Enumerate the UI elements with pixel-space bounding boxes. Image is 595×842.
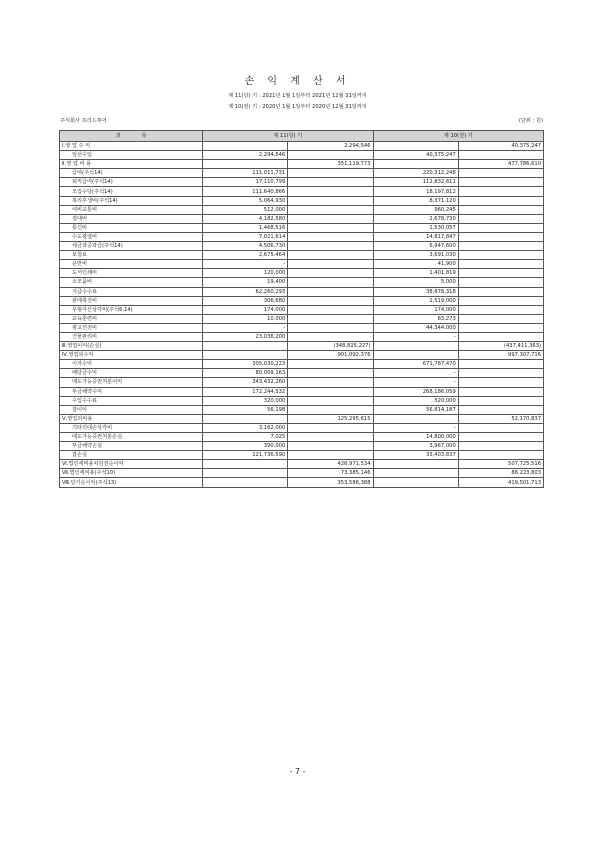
- prior-total-amount: [458, 278, 543, 287]
- account-name: 수입수수료: [60, 396, 203, 405]
- prior-total-amount: 40,375,247: [458, 142, 543, 151]
- current-total-amount: [288, 451, 373, 460]
- prior-total-amount: 52,170,837: [458, 414, 543, 423]
- table-row: [60, 242, 544, 251]
- prior-total-amount: [458, 287, 543, 296]
- prior-period-header: 제 10(전) 기: [373, 131, 544, 142]
- current-total-amount: [288, 232, 373, 241]
- table-row: [60, 478, 544, 487]
- prior-total-amount: [458, 232, 543, 241]
- prior-total-amount: [458, 214, 543, 223]
- current-detail-amount: 19,400: [203, 278, 288, 287]
- prior-total-amount: [458, 251, 543, 260]
- current-detail-amount: 4,506,730: [203, 242, 288, 251]
- current-total-amount: 125,295,615: [288, 414, 373, 423]
- account-name: 지급수수료: [60, 287, 203, 296]
- prior-total-amount: [458, 242, 543, 251]
- account-name: 여비교통비: [60, 205, 203, 214]
- current-detail-amount: -: [203, 260, 288, 269]
- account-name: 무형자산상각비(주석6,14): [60, 305, 203, 314]
- current-detail-amount: 23,036,200: [203, 332, 288, 341]
- table-row: [60, 178, 544, 187]
- table-row: [60, 332, 544, 341]
- current-detail-amount: 4,182,580: [203, 214, 288, 223]
- current-detail-amount: 56,198: [203, 405, 288, 414]
- account-name: Ⅰ.영 업 수 익: [60, 142, 203, 151]
- prior-total-amount: [458, 451, 543, 460]
- prior-detail-amount: 2,678,730: [373, 214, 458, 223]
- prior-detail-amount: 112,832,611: [373, 178, 458, 187]
- prior-detail-amount: 41,900: [373, 260, 458, 269]
- current-detail-amount: [203, 414, 288, 423]
- current-detail-amount: 111,011,731: [203, 169, 288, 178]
- current-total-amount: [288, 405, 373, 414]
- prior-total-amount: [458, 269, 543, 278]
- prior-detail-amount: -: [373, 332, 458, 341]
- current-detail-amount: 62,260,293: [203, 287, 288, 296]
- prior-total-amount: [458, 223, 543, 232]
- prior-detail-amount: [373, 142, 458, 151]
- current-total-amount: 901,092,376: [288, 351, 373, 360]
- prior-detail-amount: [373, 351, 458, 360]
- prior-total-amount: [458, 260, 543, 269]
- current-total-amount: [288, 296, 373, 305]
- income-statement-table: [59, 130, 544, 488]
- current-total-amount: [288, 169, 373, 178]
- current-detail-amount: 172,244,532: [203, 387, 288, 396]
- account-name: 급여(주석14): [60, 169, 203, 178]
- table-row: [60, 314, 544, 323]
- prior-total-amount: [458, 323, 543, 332]
- prior-total-amount: 88,223,803: [458, 469, 543, 478]
- prior-total-amount: 477,786,610: [458, 160, 543, 169]
- prior-total-amount: [458, 332, 543, 341]
- table-row: [60, 433, 544, 442]
- current-detail-amount: 3,162,000: [203, 423, 288, 432]
- table-row: [60, 187, 544, 196]
- prior-detail-amount: -: [373, 369, 458, 378]
- current-detail-amount: 17,110,799: [203, 178, 288, 187]
- current-detail-amount: 7,021,614: [203, 232, 288, 241]
- current-total-amount: [288, 423, 373, 432]
- prior-total-amount: [458, 205, 543, 214]
- current-total-amount: [288, 242, 373, 251]
- prior-detail-amount: [373, 342, 458, 351]
- account-name: 잡이익: [60, 405, 203, 414]
- account-name: Ⅵ.법인세비용차감전순이익: [60, 460, 203, 469]
- table-row: [60, 278, 544, 287]
- current-total-amount: [288, 369, 373, 378]
- prior-total-amount: 997,307,716: [458, 351, 543, 360]
- table-row: [60, 387, 544, 396]
- account-name: 복리후생비(주석14): [60, 196, 203, 205]
- current-total-amount: [288, 323, 373, 332]
- current-detail-amount: 1,468,516: [203, 223, 288, 232]
- account-name: 퇴직급여(주석14): [60, 178, 203, 187]
- current-total-amount: 353,586,388: [288, 478, 373, 487]
- table-row: [60, 142, 544, 151]
- prior-detail-amount: [373, 469, 458, 478]
- account-name: 운반비: [60, 260, 203, 269]
- account-name: 교육훈련비: [60, 314, 203, 323]
- prior-total-amount: 507,725,516: [458, 460, 543, 469]
- current-detail-amount: 111,640,866: [203, 187, 288, 196]
- table-row: [60, 469, 544, 478]
- current-detail-amount: 305,030,223: [203, 360, 288, 369]
- current-total-amount: [288, 287, 373, 296]
- current-detail-amount: [203, 351, 288, 360]
- current-detail-amount: 5,064,930: [203, 196, 288, 205]
- prior-detail-amount: 1,401,819: [373, 269, 458, 278]
- prior-total-amount: [458, 396, 543, 405]
- prior-detail-amount: 56,814,187: [373, 405, 458, 414]
- prior-detail-amount: 44,344,000: [373, 323, 458, 332]
- current-total-amount: [288, 396, 373, 405]
- prior-total-amount: [458, 405, 543, 414]
- account-name: 부금해약수익: [60, 387, 203, 396]
- current-total-amount: [288, 305, 373, 314]
- prior-total-amount: [458, 187, 543, 196]
- current-detail-amount: [203, 478, 288, 487]
- current-total-amount: [288, 378, 373, 387]
- prior-total-amount: [458, 305, 543, 314]
- prior-detail-amount: 2,519,000: [373, 296, 458, 305]
- prior-detail-amount: 520,000: [373, 396, 458, 405]
- current-total-amount: [288, 205, 373, 214]
- account-name: Ⅶ.법인세비용(주석10): [60, 469, 203, 478]
- table-row: [60, 396, 544, 405]
- account-name: 접대비: [60, 214, 203, 223]
- current-detail-amount: 120,000: [203, 269, 288, 278]
- current-period: 제 11(당) 기 : 2021년 1월 1일부터 2021년 12월 31일까지: [228, 93, 367, 99]
- prior-total-amount: [458, 169, 543, 178]
- prior-detail-amount: 174,000: [373, 305, 458, 314]
- current-total-amount: [288, 442, 373, 451]
- current-total-amount: [288, 387, 373, 396]
- prior-detail-amount: 18,197,812: [373, 187, 458, 196]
- prior-total-amount: 419,501,713: [458, 478, 543, 487]
- current-total-amount: [288, 278, 373, 287]
- current-total-amount: [288, 178, 373, 187]
- prior-total-amount: [458, 196, 543, 205]
- current-total-amount: 73,385,146: [288, 469, 373, 478]
- account-name: 매도가능증권처분이익: [60, 378, 203, 387]
- table-row: [60, 214, 544, 223]
- table-row: [60, 260, 544, 269]
- current-total-amount: [288, 214, 373, 223]
- current-total-amount: (348,825,227): [288, 342, 373, 351]
- current-total-amount: [288, 260, 373, 269]
- account-name: 통신비: [60, 223, 203, 232]
- prior-detail-amount: 220,312,248: [373, 169, 458, 178]
- account-name: Ⅷ.당기순이익(주석13): [60, 478, 203, 487]
- account-name: 일선수입: [60, 151, 203, 160]
- account-name: 광고선전비: [60, 323, 203, 332]
- prior-detail-amount: 268,186,059: [373, 387, 458, 396]
- table-row: [60, 232, 544, 241]
- table-row: [60, 196, 544, 205]
- current-detail-amount: [203, 342, 288, 351]
- current-detail-amount: 390,000: [203, 442, 288, 451]
- table-row: [60, 205, 544, 214]
- table-row: [60, 223, 544, 232]
- prior-detail-amount: 14,800,000: [373, 433, 458, 442]
- prior-detail-amount: 3,691,030: [373, 251, 458, 260]
- table-row: [60, 414, 544, 423]
- current-detail-amount: 320,000: [203, 396, 288, 405]
- table-row: [60, 460, 544, 469]
- prior-detail-amount: 960,245: [373, 205, 458, 214]
- table-row: [60, 287, 544, 296]
- current-total-amount: [288, 196, 373, 205]
- prior-detail-amount: [373, 460, 458, 469]
- prior-detail-amount: 40,375,247: [373, 151, 458, 160]
- prior-total-amount: [458, 387, 543, 396]
- prior-total-amount: [458, 442, 543, 451]
- current-detail-amount: [203, 469, 288, 478]
- current-detail-amount: 306,680: [203, 296, 288, 305]
- table-row: [60, 360, 544, 369]
- current-total-amount: [288, 433, 373, 442]
- account-name: 기타의대손상각비: [60, 423, 203, 432]
- prior-detail-amount: 14,817,847: [373, 232, 458, 241]
- current-detail-amount: -: [203, 323, 288, 332]
- table-row: [60, 160, 544, 169]
- table-row: [60, 378, 544, 387]
- account-name: 세금과공과금(주석14): [60, 242, 203, 251]
- table-row: [60, 442, 544, 451]
- table-row: [60, 451, 544, 460]
- current-detail-amount: [203, 460, 288, 469]
- account-name: 도서인쇄비: [60, 269, 203, 278]
- account-name: 이자수익: [60, 360, 203, 369]
- account-name: 보험료: [60, 251, 203, 260]
- table-row: [60, 405, 544, 414]
- prior-total-amount: [458, 433, 543, 442]
- current-total-amount: [288, 269, 373, 278]
- prior-total-amount: [458, 178, 543, 187]
- table-row: [60, 296, 544, 305]
- prior-total-amount: [458, 369, 543, 378]
- prior-period: 제 10(전) 기 : 2020년 1월 1일부터 2020년 12월 31일까지: [228, 104, 367, 110]
- account-name: 소모품비: [60, 278, 203, 287]
- account-name: Ⅳ.영업외수익: [60, 351, 203, 360]
- company-name: 주식회사 프리드투어: [60, 118, 107, 124]
- current-total-amount: [288, 151, 373, 160]
- table-header-row: [60, 131, 544, 142]
- table-row: [60, 251, 544, 260]
- account-name: Ⅱ.영 업 비 용: [60, 160, 203, 169]
- prior-detail-amount: [373, 478, 458, 487]
- account-header: 과 목: [60, 131, 203, 142]
- page-number: - 7 -: [289, 767, 306, 776]
- prior-detail-amount: 1,530,057: [373, 223, 458, 232]
- table-row: [60, 169, 544, 178]
- prior-detail-amount: 5,000: [373, 278, 458, 287]
- prior-total-amount: [458, 423, 543, 432]
- current-detail-amount: 10,000: [203, 314, 288, 323]
- current-total-amount: [288, 251, 373, 260]
- prior-total-amount: [458, 314, 543, 323]
- prior-detail-amount: -: [373, 378, 458, 387]
- prior-detail-amount: 8,371,120: [373, 196, 458, 205]
- prior-total-amount: [458, 360, 543, 369]
- table-row: [60, 151, 544, 160]
- current-total-amount: [288, 187, 373, 196]
- prior-total-amount: [458, 151, 543, 160]
- table-row: [60, 342, 544, 351]
- account-name: 매도가능증권처분손실: [60, 433, 203, 442]
- current-detail-amount: [203, 160, 288, 169]
- prior-total-amount: [458, 296, 543, 305]
- table-row: [60, 305, 544, 314]
- current-total-amount: 426,971,534: [288, 460, 373, 469]
- prior-detail-amount: 6,947,600: [373, 242, 458, 251]
- account-name: 부금해약손실: [60, 442, 203, 451]
- current-total-amount: 351,119,773: [288, 160, 373, 169]
- account-name: Ⅴ.영업외비용: [60, 414, 203, 423]
- account-name: Ⅲ.영업이익(손실): [60, 342, 203, 351]
- current-detail-amount: 512,000: [203, 205, 288, 214]
- prior-detail-amount: 38,878,318: [373, 287, 458, 296]
- current-detail-amount: [203, 142, 288, 151]
- current-total-amount: 2,294,546: [288, 142, 373, 151]
- prior-detail-amount: [373, 414, 458, 423]
- table-row: [60, 369, 544, 378]
- table-row: [60, 269, 544, 278]
- current-detail-amount: 2,294,546: [203, 151, 288, 160]
- prior-total-amount: (437,411,363): [458, 342, 543, 351]
- current-detail-amount: 174,000: [203, 305, 288, 314]
- current-detail-amount: 80,009,163: [203, 369, 288, 378]
- table-row: [60, 351, 544, 360]
- prior-detail-amount: [373, 160, 458, 169]
- current-detail-amount: 7,025: [203, 433, 288, 442]
- prior-detail-amount: 33,403,837: [373, 451, 458, 460]
- current-total-amount: [288, 223, 373, 232]
- current-total-amount: [288, 314, 373, 323]
- current-total-amount: [288, 332, 373, 341]
- current-period-header: 제 11(당) 기: [203, 131, 374, 142]
- current-detail-amount: 121,736,590: [203, 451, 288, 460]
- statement-title: 손 익 계 산 서: [244, 76, 351, 87]
- account-name: 수도광열비: [60, 232, 203, 241]
- prior-detail-amount: 671,787,470: [373, 360, 458, 369]
- table-row: [60, 423, 544, 432]
- account-name: 판매촉진비: [60, 296, 203, 305]
- account-name: 모집수당(주석14): [60, 187, 203, 196]
- account-name: 건물관리비: [60, 332, 203, 341]
- prior-detail-amount: 83,273: [373, 314, 458, 323]
- prior-detail-amount: 3,967,000: [373, 442, 458, 451]
- account-name: 배당금수익: [60, 369, 203, 378]
- prior-detail-amount: -: [373, 423, 458, 432]
- current-detail-amount: 343,432,260: [203, 378, 288, 387]
- prior-total-amount: [458, 378, 543, 387]
- current-total-amount: [288, 360, 373, 369]
- table-row: [60, 323, 544, 332]
- current-detail-amount: 2,675,464: [203, 251, 288, 260]
- unit-label: (단위 : 원): [518, 118, 543, 124]
- account-name: 잡손실: [60, 451, 203, 460]
